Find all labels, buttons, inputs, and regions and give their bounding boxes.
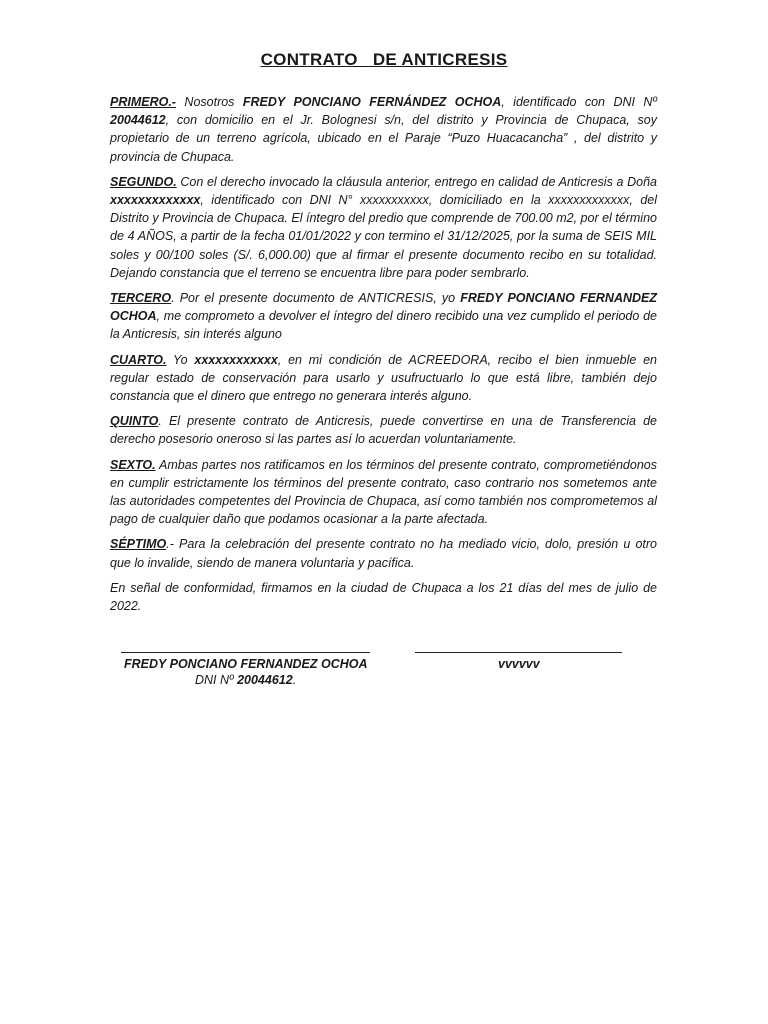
- party-name: FREDY PONCIANO FERNÁNDEZ OCHOA: [242, 95, 502, 109]
- party-name: FREDY PONCIANO FERNANDEZ OCHOA: [110, 291, 658, 324]
- clause-text: . Por el presente documento de ANTICRESIS, yo: [171, 291, 461, 306]
- clause-heading: CUARTO.: [110, 352, 167, 367]
- clause-septimo: [110, 535, 657, 571]
- clause-heading: SEGUNDO.: [110, 174, 177, 189]
- signature-line-left: [121, 652, 370, 653]
- clause-text: , me comprometo a devolver el íntegro del dinero recibido una vez cumplido el periodo de la Anticresis, sin interés alguno: [110, 309, 657, 342]
- party-name: xxxxxxxxxxxx: [194, 352, 278, 367]
- clause-heading: SEXTO.: [110, 457, 156, 472]
- clause-heading: SÉPTIMO: [110, 537, 167, 552]
- clause-heading: TERCERO: [110, 291, 172, 306]
- signer-dni-left: [195, 673, 296, 687]
- clause-text: , con domicilio en el Jr. Bolognesi s/n, del distrito y Provincia de Chupaca, soy propietario de un terreno agrícola, ubicado en el Paraje “Puzo Huacacancha” , del distrito y provincia de Chupaca.: [110, 113, 657, 164]
- signer-name-left: FREDY PONCIANO FERNANDEZ OCHOA: [124, 657, 368, 671]
- dni-suffix: .: [292, 673, 297, 687]
- clause-text: Yo: [166, 352, 195, 367]
- dni-label: DNI Nº: [195, 673, 238, 687]
- closing-statement: En señal de conformidad, firmamos en la ciudad de Chupaca a los 21 días del mes de julio de 2022.: [110, 580, 657, 614]
- clause-heading: QUINTO: [110, 414, 159, 429]
- clause-text: . El presente contrato de Anticresis, puede convertirse en una de Transferencia de derecho posesorio oneroso si las partes así lo acuerdan voluntariamente.: [110, 414, 657, 447]
- dni-value: 20044612: [237, 673, 293, 687]
- clause-primero: [110, 93, 657, 166]
- clause-text: , identificado con DNI Nº: [501, 95, 657, 109]
- dni-number: 20044612: [110, 113, 166, 128]
- document-title: CONTRATO DE ANTICRESIS: [260, 50, 508, 69]
- signature-line-right: [415, 652, 622, 653]
- party-name: xxxxxxxxxxxxx: [110, 193, 201, 208]
- clause-text: Con el derecho invocado la cláusula anterior, entrego en calidad de Anticresis a Doña: [176, 174, 657, 189]
- signer-name-right: vvvvvv: [498, 657, 540, 671]
- clause-text: Ambas partes nos ratificamos en los términos del presente contrato, comprometiéndonos en cumplir estrictamente los términos del presente contrato, caso contrario nos sometemos ante las autoridades competentes del Provincia de Chupaca, así como también nos comprometemos al pago de cualquier daño que podamos ocasionar a la parte afectada.: [110, 457, 657, 527]
- clause-cuarto: [110, 351, 657, 406]
- clause-sexto: [110, 456, 657, 529]
- clause-text: .- Para la celebración del presente contrato no ha mediado vicio, dolo, presión u otro que lo invalide, siendo de manera voluntaria y pacífica.: [110, 537, 657, 570]
- clause-text: Nosotros: [175, 95, 243, 109]
- clause-text: , en mi condición de ACREEDORA, recibo el bien inmueble en regular estado de conservación para usarlo y usufructuarlo lo que está libre, también dejo constancia que el dinero que entrego no generara interés alguno.: [110, 352, 657, 404]
- clause-heading: PRIMERO.-: [110, 95, 176, 109]
- clause-segundo: [110, 173, 657, 282]
- clause-quinto: [110, 412, 657, 448]
- clause-text: , identificado con DNI N° xxxxxxxxxxx, domiciliado en la xxxxxxxxxxxxx, del Distrito y Provincia de Chupaca. El íntegro del predio que comprende de 700.00 m2, por el término de 4 AÑOS, a partir de la fecha 01/01/2022 y con termino el 31/12/2025, por la suma de SEIS MIL soles y 00/100 soles (S/. 6,000.00) que al firmar el presente documento recibo en su totalidad. Dejando constancia que el terreno se encuentra libre para poder sembrarlo.: [110, 193, 657, 280]
- clause-tercero: [110, 289, 657, 344]
- contract-body: [110, 93, 657, 622]
